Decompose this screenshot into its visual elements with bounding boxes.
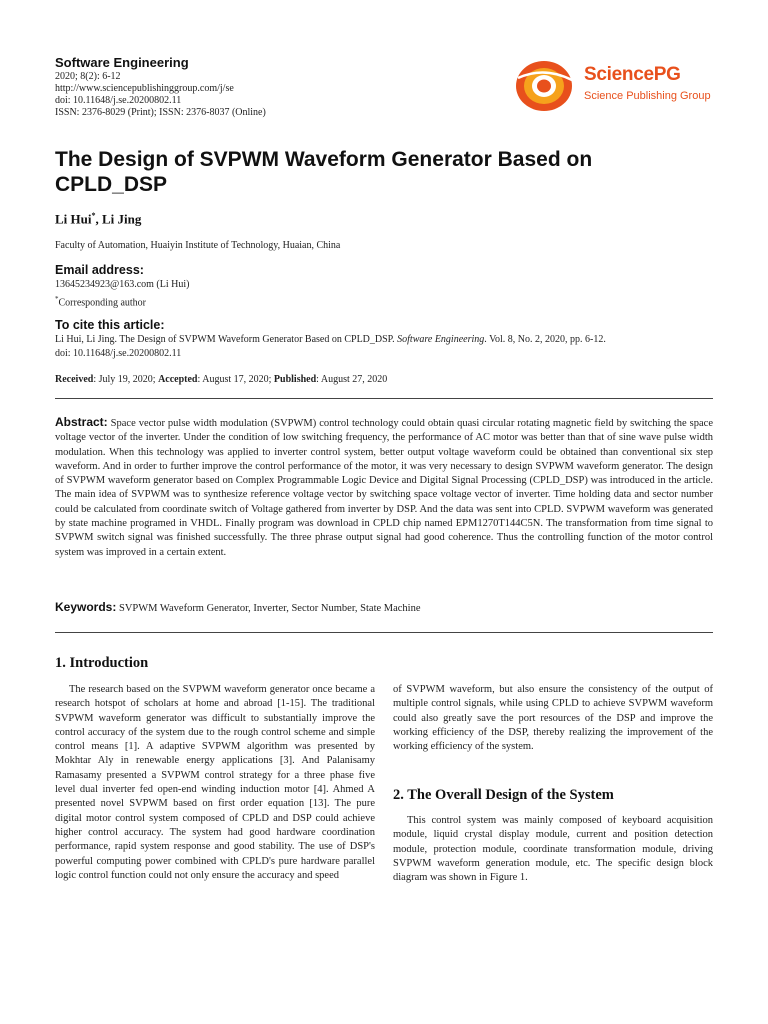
logo-name: SciencePG bbox=[584, 64, 681, 85]
section-2-paragraph: This control system was mainly composed of keyboard acquisition module, liquid crystal display module, current and position detection module, protection module, coordinate transformation module, driving SVPWM waveform generation module, etc. The specific design block diagram was shown in Figure 1. bbox=[393, 815, 713, 884]
affiliation: Faculty of Automation, Huaiyin Institute of Technology, Huaian, China bbox=[55, 240, 341, 251]
cite-journal: Software Engineering bbox=[397, 334, 485, 345]
section-1-heading: 1. Introduction bbox=[55, 655, 149, 671]
email-address[interactable]: 13645234923@163.com (Li Hui) bbox=[55, 279, 190, 290]
cite-label: To cite this article: bbox=[55, 318, 165, 332]
corresponding-mark: * bbox=[91, 211, 96, 220]
cite-doi: doi: 10.11648/j.se.20200802.11 bbox=[55, 348, 182, 359]
email-label: Email address: bbox=[55, 263, 144, 277]
journal-name: Software Engineering bbox=[55, 55, 189, 70]
section-2-column bbox=[393, 814, 713, 885]
keywords bbox=[55, 600, 713, 614]
accepted-label: Accepted bbox=[158, 374, 198, 385]
author-1: Li Hui bbox=[55, 211, 92, 227]
rule-top bbox=[55, 398, 713, 399]
article-dates bbox=[55, 374, 387, 386]
journal-doi: doi: 10.11648/j.se.20200802.11 bbox=[55, 95, 182, 106]
journal-issn: ISSN: 2376-8029 (Print); ISSN: 2376-8037 (Online) bbox=[55, 107, 266, 118]
journal-issue: 2020; 8(2): 6-12 bbox=[55, 71, 121, 82]
section-1-right-column bbox=[393, 683, 713, 754]
corresponding-note bbox=[55, 293, 146, 309]
keywords-text: SVPWM Waveform Generator, Inverter, Sector Number, State Machine bbox=[118, 603, 421, 614]
cite-text-tail: . Vol. 8, No. 2, 2020, pp. 6-12. bbox=[484, 334, 606, 345]
authors bbox=[55, 211, 141, 227]
cite-text bbox=[55, 334, 715, 346]
published-label: Published bbox=[273, 374, 317, 385]
section-2-heading: 2. The Overall Design of the System bbox=[393, 787, 614, 803]
abstract-text: Space vector pulse width modulation (SVPWM) control technology could obtain quasi circular rotating magnetic field by switching the space voltage vector of the inverter. Under the condition of low switching frequency, the performance of AC motor was better than that of sine wave pulse width modulation. When this technology was applied to inverter control system, better output voltage waveform could be obtained than conventional six step waveform. And in order to further improve the control performance of the motor, it was very necessary to design SVPWM waveform generator. The design of SVPWM waveform generator based on Complex Programmable Logic Device and Digital Signal Processing (CPLD_DSP) was introduced in the article. The main idea of SVPWM was to synthesize reference voltage vector by switching space voltage vector of inverter. Time holding data and sector number could be calculated from coordinate switch of Voltage gathered from inverter by DSP. And the data was sent into CPLD. SVPWM waveform was generated by state machine programed in VHDL. Finally program was download in CPLD chip named EPM1270T144C5N. The transformation from time signal to SVPWM switch signal was finished successfully. The three phrase output signal had good coherence. Thus the controlling function of the motor control system was improved in a certain extent. bbox=[55, 418, 713, 558]
section-1-continuation: of SVPWM waveform, but also ensure the consistency of the output of multiple control signals, while using CPLD to achieve SVPWM waveform could also greatly save the port resources of the DSP and improve the working efficiency of the DSP, thereby realizing the improvement of the working efficiency of the system. bbox=[393, 684, 713, 753]
accepted-date: : August 17, 2020; bbox=[197, 374, 274, 385]
journal-url[interactable]: http://www.sciencepublishinggroup.com/j/se bbox=[55, 83, 234, 94]
received-label: Received bbox=[55, 374, 94, 385]
corresponding-note-mark: * bbox=[55, 295, 59, 303]
published-date: : August 27, 2020 bbox=[316, 374, 388, 385]
abstract-label: Abstract: bbox=[55, 415, 108, 429]
logo-tagline: Science Publishing Group bbox=[584, 90, 711, 102]
corresponding-note-text: Corresponding author bbox=[58, 297, 146, 309]
author-2: , Li Jing bbox=[95, 211, 142, 227]
abstract bbox=[55, 415, 713, 560]
publisher-logo bbox=[514, 58, 714, 114]
journal-header bbox=[55, 55, 515, 119]
rule-bottom bbox=[55, 632, 713, 633]
logo-emblem-icon bbox=[514, 58, 578, 114]
cite-text-main: Li Hui, Li Jing. The Design of SVPWM Waveform Generator Based on CPLD_DSP. bbox=[55, 334, 398, 345]
paper-title: The Design of SVPWM Waveform Generator Based on CPLD_DSP bbox=[55, 148, 593, 196]
section-1-left-column bbox=[55, 683, 375, 883]
keywords-label: Keywords: bbox=[55, 600, 117, 614]
section-1-paragraph: The research based on the SVPWM waveform generator once became a research hotspot of scholars at home and abroad [1-15]. The traditional SVPWM waveform generator was difficult to substantially improve the control accuracy of the system due to the rough control scheme and simple control means [1]. A adaptive SVPWM algorithm was presented by Mokhtar Aly in renewable energy applications [3]. And Palanisamy Ramasamy presented a SVPWM control strategy for a three phase five level dual inverter fed open-end winding induction motor [4]. Ahmed A presented novel SVPWM based on first order equation [13]. The pure digital motor control system composed of CPLD and DSP could achieve higher control accuracy. The system had good hardware coordination performance, rapid system response and good stability. The use of DSP's powerful computing power combined with CPLD's pure hardware parallel logic control function could not only ensure the accuracy and speed bbox=[55, 684, 375, 881]
received-date: : July 19, 2020; bbox=[93, 374, 159, 385]
